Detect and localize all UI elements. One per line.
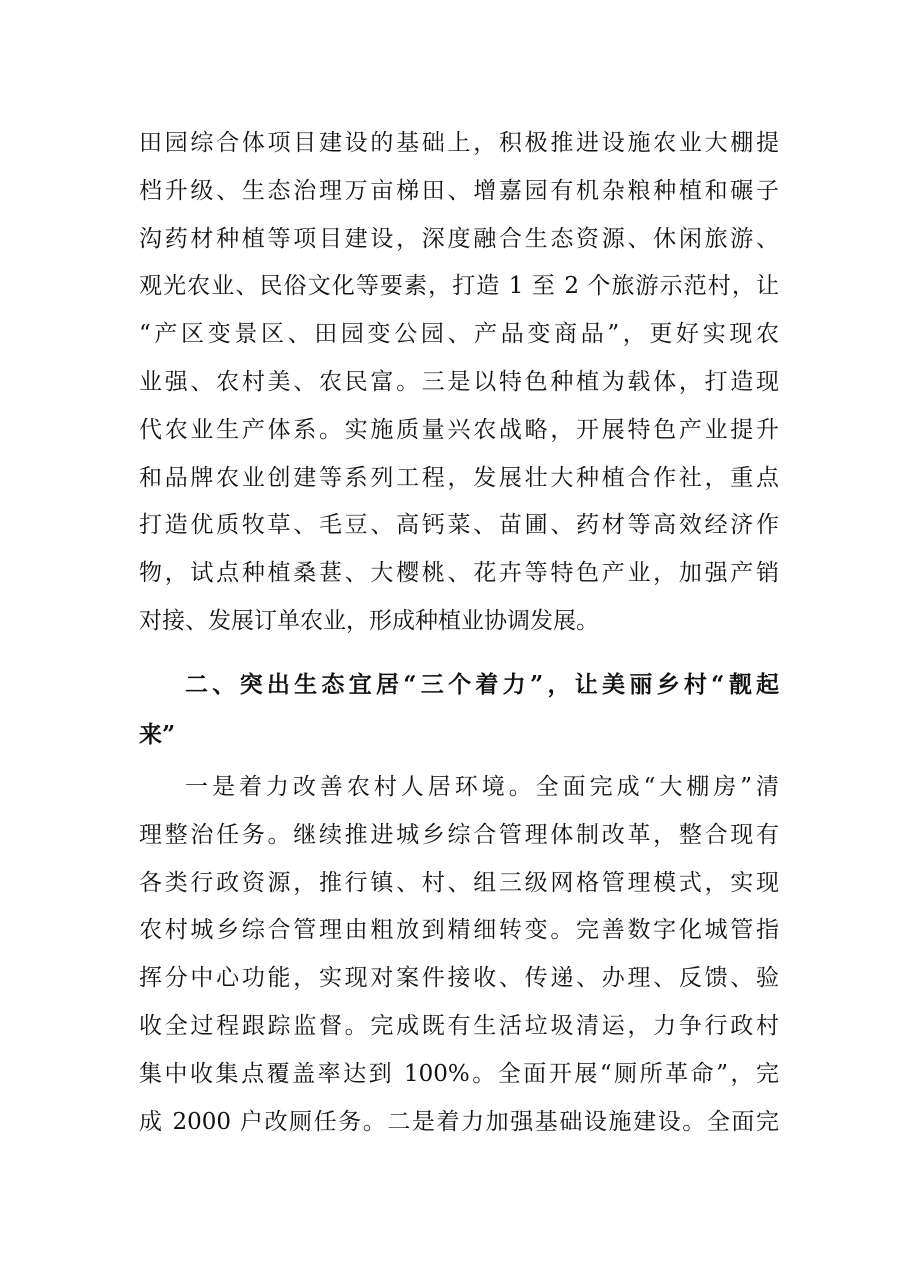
- text-line: 代农业生产体系。实施质量兴农战略，开展特色产业提升: [139, 416, 779, 443]
- text-line: 一是着力改善农村人居环境。全面完成“大棚房”清: [185, 774, 779, 800]
- body-paragraph-1: [139, 120, 779, 646]
- text-line: 成 2000 户改厕任务。二是着力加强基础设施建设。全面完: [139, 1108, 779, 1135]
- body-paragraph-2: [139, 764, 779, 1146]
- heading-line: 二、突出生态宜居“三个着力”，让美丽乡村“靓起: [185, 671, 779, 698]
- text-line: 集中收集点覆盖率达到 100%。全面开展“厕所革命”，完: [139, 1060, 779, 1087]
- heading-line: 来”: [139, 721, 176, 748]
- text-line: 挥分中心功能，实现对案件接收、传递、办理、反馈、验: [139, 965, 779, 992]
- text-line: 理整治任务。继续推进城乡综合管理体制改革，整合现有: [139, 821, 779, 848]
- text-line: 档升级、生态治理万亩梯田、增嘉园有机杂粮种植和碾子: [139, 177, 779, 204]
- text-line: 各类行政资源，推行镇、村、组三级网格管理模式，实现: [139, 869, 779, 896]
- text-line: “产区变景区、田园变公园、产品变商品”，更好实现农: [139, 321, 779, 348]
- text-line: 物，试点种植桑葚、大樱桃、花卉等特色产业，加强产销: [139, 560, 779, 587]
- text-line: 对接、发展订单农业，形成种植业协调发展。: [139, 607, 599, 634]
- text-line: 收全过程跟踪监督。完成既有生活垃圾清运，力争行政村: [139, 1012, 779, 1039]
- text-line: 业强、农村美、农民富。三是以特色种植为载体，打造现: [139, 368, 779, 395]
- text-line: 观光农业、民俗文化等要素，打造 1 至 2 个旅游示范村，让: [139, 273, 779, 300]
- text-line: 和品牌农业创建等系列工程，发展壮大种植合作社，重点: [139, 464, 779, 491]
- section-heading: [139, 660, 779, 760]
- text-line: 田园综合体项目建设的基础上，积极推进设施农业大棚提: [139, 130, 779, 156]
- text-line: 打造优质牧草、毛豆、高钙菜、苗圃、药材等高效经济作: [139, 512, 779, 539]
- text-line: 农村城乡综合管理由粗放到精细转变。完善数字化城管指: [139, 917, 779, 944]
- text-line: 沟药材种植等项目建设，深度融合生态资源、休闲旅游、: [139, 225, 779, 252]
